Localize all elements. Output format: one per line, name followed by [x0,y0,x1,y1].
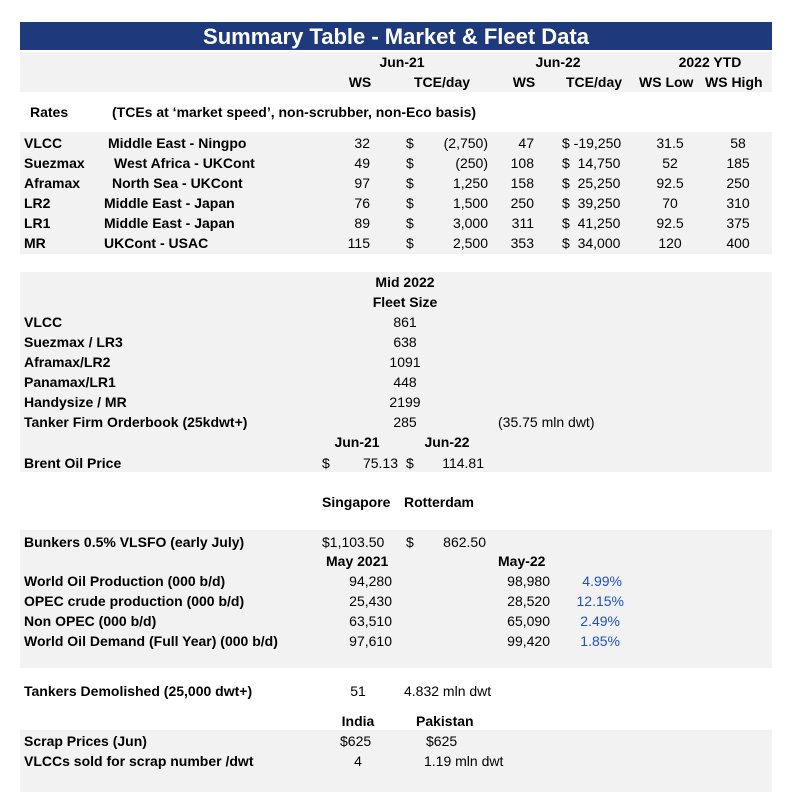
rates-label: Rates [30,104,69,120]
oil-label: OPEC crude production (000 b/d) [24,593,245,609]
ws-high: 185 [726,155,750,171]
bunkers-label: Bunkers 0.5% VLSFO (early July) [24,534,245,550]
fleet-header-mid2022: Mid 2022 [375,274,435,290]
orderbook-value: 285 [393,414,417,430]
scrap-header-india: India [341,713,375,729]
route-name: Middle East - Japan [104,195,235,211]
ws-jun22: 311 [511,215,534,231]
oil-pct-change: 12.15% [576,593,624,609]
oil-label: World Oil Demand (Full Year) (000 b/d) [24,633,278,649]
scrap-price-india: $625 [340,733,372,749]
col-ws-low: WS Low [639,74,694,90]
fleet-value: 638 [393,334,417,350]
brent-currency-a: $ [322,455,330,471]
vessel-name: Suezmax [24,155,85,171]
header-jun21: Jun-21 [379,54,425,70]
col-tce-jun21: TCE/day [414,74,471,90]
ws-low: 92.5 [656,175,684,191]
bunkers-header-rotterdam: Rotterdam [404,494,475,510]
orderbook-note: (35.75 mln dwt) [498,414,595,430]
currency-jun21: $ [406,155,414,171]
fleet-value: 1091 [389,354,421,370]
oil-header-may22: May-22 [498,553,546,569]
bunkers-value-singapore: $1,103.50 [322,534,385,550]
demolition-label: Tankers Demolished (25,000 dwt+) [24,683,253,699]
ws-high: 58 [730,135,746,151]
header-jun22: Jun-22 [535,54,581,70]
vlcc-scrap-label: VLCCs sold for scrap number /dwt [24,753,254,769]
brent-value-jun21: 75.13 [362,455,398,471]
bunkers-value-rotterdam: 862.50 [443,534,486,550]
ws-low: 92.5 [656,215,684,231]
fleet-value: 2199 [389,394,421,410]
fleet-label: VLCC [24,314,63,330]
route-name: Middle East - Ningpo [108,135,247,151]
vessel-name: LR1 [24,215,51,231]
oil-pct-change: 1.85% [580,633,620,649]
fleet-header-fleet-size: Fleet Size [372,294,438,310]
brent-label: Brent Oil Price [24,455,122,471]
ws-jun21: 49 [354,155,370,171]
vlcc-scrap-count: 4 [354,753,362,769]
oil-label: World Oil Production (000 b/d) [24,573,226,589]
currency-jun21: $ [406,175,414,191]
col-tce-jun22: TCE/day [566,74,623,90]
tce-jun22: $ 25,250 [562,175,621,191]
col-ws-high: WS High [705,74,763,90]
bunkers-currency-b: $ [406,534,414,550]
orderbook-label: Tanker Firm Orderbook (25kdwt+) [24,414,248,430]
fleet-label: Aframax/LR2 [24,354,111,370]
ws-low: 70 [662,195,678,211]
tce-jun22: $ 39,250 [562,195,621,211]
demolition-count: 51 [350,683,366,699]
oil-value-2021: 25,430 [349,593,392,609]
ws-jun22: 353 [510,235,534,251]
route-name: West Africa - UKCont [114,155,255,171]
bunkers-header-singapore: Singapore [322,494,391,510]
ws-jun21: 89 [354,215,370,231]
ws-jun21: 76 [354,195,370,211]
vessel-name: Aframax [24,175,81,191]
currency-jun21: $ [406,215,414,231]
vessel-name: VLCC [24,135,63,151]
tce-jun22: $ 14,750 [562,155,621,171]
oil-pct-change: 2.49% [580,613,620,629]
ws-jun21: 97 [354,175,370,191]
currency-jun21: $ [406,235,414,251]
scrap-header-pakistan: Pakistan [416,713,474,729]
ws-high: 310 [726,195,750,211]
ws-jun22: 250 [510,195,534,211]
oil-value-2022: 98,980 [507,573,550,589]
ws-jun22: 158 [510,175,534,191]
scrap-price-label: Scrap Prices (Jun) [24,733,147,749]
ws-low: 52 [662,155,678,171]
currency-jun21: $ [406,195,414,211]
oil-value-2021: 94,280 [349,573,392,589]
fleet-value: 448 [393,374,417,390]
tce-jun21: (250) [455,155,488,171]
tce-jun21: 3,000 [452,215,488,231]
oil-value-2022: 65,090 [507,613,550,629]
oil-value-2021: 97,610 [349,633,392,649]
vessel-name: LR2 [24,195,51,211]
brent-currency-b: $ [406,455,414,471]
oil-label: Non OPEC (000 b/d) [24,613,157,629]
scrap-price-pakistan: $625 [426,733,458,749]
col-ws-jun22: WS [512,74,536,90]
route-name: Middle East - Japan [104,215,235,231]
ws-high: 375 [726,215,750,231]
ws-high: 400 [726,235,750,251]
ws-high: 250 [726,175,750,191]
brent-header-jun21: Jun-21 [334,434,380,450]
oil-value-2022: 28,520 [507,593,550,609]
tce-jun21: (2,750) [443,135,488,151]
oil-header-may2021: May 2021 [326,553,389,569]
oil-pct-change: 4.99% [582,573,622,589]
ws-jun21: 115 [347,235,370,251]
fleet-label: Suezmax / LR3 [24,334,123,350]
tce-jun22: $ 41,250 [562,215,621,231]
demolition-dwt: 4.832 mln dwt [404,683,492,699]
fleet-value: 861 [393,314,417,330]
header-2022-ytd: 2022 YTD [678,54,742,70]
fleet-label: Panamax/LR1 [24,374,116,390]
ws-low: 120 [658,235,682,251]
rates-note: (TCEs at ‘market speed’, non-scrubber, non-Eco basis) [112,104,477,120]
col-ws-jun21: WS [348,74,372,90]
oil-value-2021: 63,510 [349,613,392,629]
tce-jun21: 1,250 [452,175,488,191]
brent-value-jun22: 114.81 [442,455,484,471]
vessel-name: MR [24,235,46,251]
ws-jun22: 108 [510,155,534,171]
oil-value-2022: 99,420 [507,633,550,649]
band-gap [20,648,772,668]
fleet-label: Handysize / MR [24,394,127,410]
tce-jun22: $ -19,250 [562,135,622,151]
vlcc-scrap-dwt: 1.19 mln dwt [424,753,504,769]
ws-low: 31.5 [656,135,684,151]
tce-jun22: $ 34,000 [562,235,621,251]
tce-jun21: 1,500 [452,195,488,211]
brent-header-jun22: Jun-22 [424,434,470,450]
ws-jun22: 47 [518,135,534,151]
ws-jun21: 32 [354,135,370,151]
route-name: UKCont - USAC [104,235,209,251]
page-title: Summary Table - Market & Fleet Data [20,22,772,50]
currency-jun21: $ [406,135,414,151]
route-name: North Sea - UKCont [112,175,243,191]
tce-jun21: 2,500 [452,235,488,251]
